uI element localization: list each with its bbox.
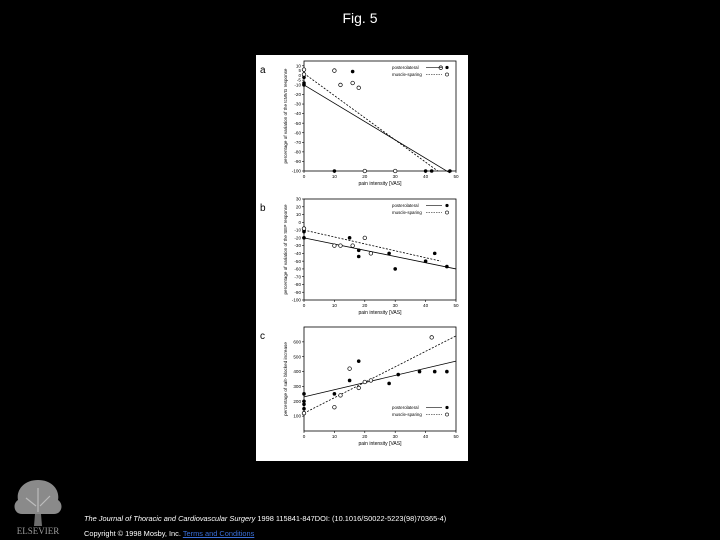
panel-a-x-tick-label: 40 xyxy=(423,174,429,179)
panel-b-point-muscle-sparing xyxy=(339,244,343,248)
panel-b-legend-marker-open xyxy=(445,211,448,214)
panel-b-point-posterolateral xyxy=(393,267,397,271)
panel-c-point-posterolateral xyxy=(396,373,400,377)
copyright-text: Copyright © 1998 Mosby, Inc. xyxy=(84,529,181,538)
panel-c-y-axis-label: percentage of salt- blocked increase xyxy=(283,342,288,416)
panel-a-y-tick-label: -90 xyxy=(294,159,301,165)
panel-c-point-posterolateral xyxy=(433,370,437,374)
panel-b-point-muscle-sparing xyxy=(369,252,373,256)
panel-c-point-posterolateral xyxy=(333,392,337,396)
panel-b-legend-marker-filled xyxy=(445,204,448,207)
panel-c-point-posterolateral xyxy=(302,392,306,396)
panel-c-y-tick-label: 100 xyxy=(293,413,301,419)
panel-a-point-muscle-sparing xyxy=(339,83,343,87)
panel-b-y-tick-label: -30 xyxy=(294,243,301,249)
panel-b-y-tick-label: -10 xyxy=(294,227,301,233)
panel-b-point-posterolateral xyxy=(357,248,361,252)
terms-and-conditions-link[interactable]: Terms and Conditions xyxy=(182,529,255,538)
panel-b-x-tick-label: 0 xyxy=(302,303,306,308)
panel-c-point-muscle-sparing xyxy=(363,380,367,384)
panel-a-point-posterolateral xyxy=(430,169,434,173)
panel-b-y-tick-label: 30 xyxy=(295,196,301,202)
panel-a-fit-line-posterolateral xyxy=(304,85,450,173)
panel-c-fit-line-muscle-sparing xyxy=(304,336,456,413)
panel-b-y-tick-label: -80 xyxy=(294,282,301,288)
panel-b-y-tick-label: -100 xyxy=(291,297,301,303)
panel-a-point-muscle-sparing xyxy=(351,81,355,85)
panel-c-point-muscle-sparing xyxy=(369,379,373,383)
panel-a-point-muscle-sparing xyxy=(302,68,306,72)
panel-a-y-tick-label: 5 xyxy=(298,68,301,74)
panel-a-y-tick-label: -10 xyxy=(294,82,301,88)
slide-title: Fig. 5 xyxy=(342,10,378,26)
panel-c-point-posterolateral xyxy=(348,379,352,383)
panel-c-legend-label: posterolateral xyxy=(392,405,419,410)
panel-c-legend-marker-filled xyxy=(445,406,448,409)
panel-b-x-tick-label: 10 xyxy=(331,303,337,308)
panel-b-point-posterolateral xyxy=(302,236,306,240)
panel-c-point-posterolateral xyxy=(387,382,391,386)
panel-c-y-tick-label: 300 xyxy=(293,384,301,390)
panel-a-point-posterolateral xyxy=(302,83,306,87)
panel-b-point-posterolateral xyxy=(445,265,449,269)
panel-c-x-tick-label: 40 xyxy=(423,434,429,439)
citation xyxy=(84,514,446,523)
panel-b-y-axis-label: percentage of variation of the SEP response xyxy=(283,204,288,295)
panel-c-point-posterolateral xyxy=(302,407,306,411)
panel-a-point-posterolateral xyxy=(333,169,337,173)
panel-b-label: b xyxy=(260,203,266,214)
elsevier-wordmark: ELSEVIER xyxy=(16,526,60,536)
panel-c-point-posterolateral xyxy=(357,359,361,363)
panel-b-legend-label: posterolateral xyxy=(392,203,419,208)
panel-a-y-tick-label: -100 xyxy=(291,168,301,174)
panel-c-fit-line-posterolateral xyxy=(304,361,456,397)
panel-c-point-posterolateral xyxy=(302,399,306,403)
panel-a-y-tick-label: -60 xyxy=(294,130,301,136)
copyright-line xyxy=(84,529,254,538)
panel-a-x-axis-label: pain intensity [VAS] xyxy=(358,181,402,187)
panel-b-y-tick-label: 20 xyxy=(295,204,301,210)
panel-c-x-tick-label: 30 xyxy=(392,434,398,439)
panel-a-point-muscle-sparing xyxy=(393,169,397,173)
figure-panel xyxy=(256,55,468,461)
panel-c-x-tick-label: 10 xyxy=(331,434,337,439)
panel-a-fit-line-muscle-sparing xyxy=(304,73,438,171)
panel-b-point-muscle-sparing xyxy=(363,236,367,240)
panel-b-x-tick-label: 30 xyxy=(392,303,398,308)
panel-c-y-tick-label: 500 xyxy=(293,354,301,360)
panel-c-x-tick-label: 50 xyxy=(453,434,459,439)
panel-c-point-posterolateral xyxy=(445,370,449,374)
panel-b-y-tick-label: -90 xyxy=(294,289,301,295)
panel-b-y-tick-label: 0 xyxy=(298,219,301,225)
panel-c-y-tick-label: 200 xyxy=(293,398,301,404)
panel-b-point-muscle-sparing xyxy=(302,227,306,231)
panel-b-point-posterolateral xyxy=(357,255,361,259)
panel-a-point-muscle-sparing xyxy=(363,169,367,173)
panel-a-legend-label: muscle-sparing xyxy=(392,72,422,77)
panel-a-point-muscle-sparing xyxy=(357,86,361,90)
panel-c-point-muscle-sparing xyxy=(333,405,337,409)
panel-a-legend-label: posterolateral xyxy=(392,65,419,70)
panel-a-y-tick-label: -30 xyxy=(294,101,301,107)
panel-c-point-muscle-sparing xyxy=(339,394,343,398)
panel-a-point-muscle-sparing xyxy=(302,73,306,77)
panel-a-x-tick-label: 50 xyxy=(453,174,459,179)
panel-a-point-posterolateral xyxy=(448,169,452,173)
journal-name: The Journal of Thoracic and Cardiovascular Surgery xyxy=(84,514,256,523)
panel-a-y-tick-label: -20 xyxy=(294,92,301,98)
panel-b-legend-label: muscle-sparing xyxy=(392,210,422,215)
panel-a-point-muscle-sparing xyxy=(333,69,337,73)
panel-a-legend-marker-filled xyxy=(445,66,448,69)
panel-b-x-tick-label: 20 xyxy=(362,303,368,308)
panel-a-x-tick-label: 10 xyxy=(331,174,337,179)
panel-c-legend-label: muscle-sparing xyxy=(392,412,422,417)
panel-b-y-tick-label: -60 xyxy=(294,266,301,272)
panel-a-plot-frame xyxy=(304,61,456,171)
panel-a-y-tick-label: -5 xyxy=(296,77,301,83)
panel-a-y-tick-label: -70 xyxy=(294,139,301,145)
panel-c-x-axis-label: pain intensity [VAS] xyxy=(358,441,402,447)
panel-a-y-tick-label: -50 xyxy=(294,120,301,126)
citation-details: 1998 115841-847DOI: (10.1016/S0022-5223(98)70365-4) xyxy=(255,514,447,523)
panel-c-point-muscle-sparing xyxy=(348,367,352,371)
panel-b-point-posterolateral xyxy=(433,252,437,256)
panel-b-point-muscle-sparing xyxy=(351,244,355,248)
panel-b-x-tick-label: 50 xyxy=(453,303,459,308)
panel-a-y-tick-label: 0 xyxy=(298,72,301,78)
panel-c-point-muscle-sparing xyxy=(430,336,434,340)
panel-b-plot-frame xyxy=(304,199,456,300)
panel-b-point-posterolateral xyxy=(424,259,428,263)
panel-c-point-muscle-sparing xyxy=(357,386,361,390)
panel-a-legend-marker-open xyxy=(445,73,448,76)
panel-b-y-tick-label: 10 xyxy=(295,212,301,218)
panel-a-x-tick-label: 0 xyxy=(302,174,306,179)
panel-b-y-tick-label: -20 xyxy=(294,235,301,241)
panel-a-x-tick-label: 30 xyxy=(392,174,398,179)
panel-a-point-posterolateral xyxy=(351,70,355,74)
panel-b-y-tick-label: -70 xyxy=(294,274,301,280)
panel-b-point-posterolateral xyxy=(387,252,391,256)
panel-c-point-muscle-sparing xyxy=(302,411,306,415)
panel-a-y-tick-label: -40 xyxy=(294,111,301,117)
panel-c-x-tick-label: 0 xyxy=(302,434,306,439)
panel-a-label: a xyxy=(260,65,266,76)
panel-a-y-axis-label: percentage of variation of the tcMVG response xyxy=(283,68,288,164)
elsevier-logo xyxy=(6,476,70,536)
panel-c-legend-marker-open xyxy=(445,413,448,416)
panel-a-x-tick-label: 20 xyxy=(362,174,368,179)
panel-c-x-tick-label: 20 xyxy=(362,434,368,439)
panel-b-x-axis-label: pain intensity [VAS] xyxy=(358,310,402,316)
panel-c-label: c xyxy=(260,331,265,342)
panel-b-x-tick-label: 40 xyxy=(423,303,429,308)
panel-c-y-tick-label: 400 xyxy=(293,369,301,375)
panel-b-fit-line-muscle-sparing xyxy=(304,230,441,261)
panel-a-y-tick-label: 10 xyxy=(295,63,301,69)
panel-b-y-tick-label: -50 xyxy=(294,258,301,264)
figure-charts xyxy=(256,55,468,461)
panel-a-y-tick-label: -80 xyxy=(294,149,301,155)
panel-c-point-posterolateral xyxy=(418,370,422,374)
panel-b-point-muscle-sparing xyxy=(333,244,337,248)
panel-b-y-tick-label: -40 xyxy=(294,250,301,256)
panel-a-point-posterolateral xyxy=(424,169,428,173)
panel-c-y-tick-label: 600 xyxy=(293,339,301,345)
panel-b-point-posterolateral xyxy=(348,236,352,240)
